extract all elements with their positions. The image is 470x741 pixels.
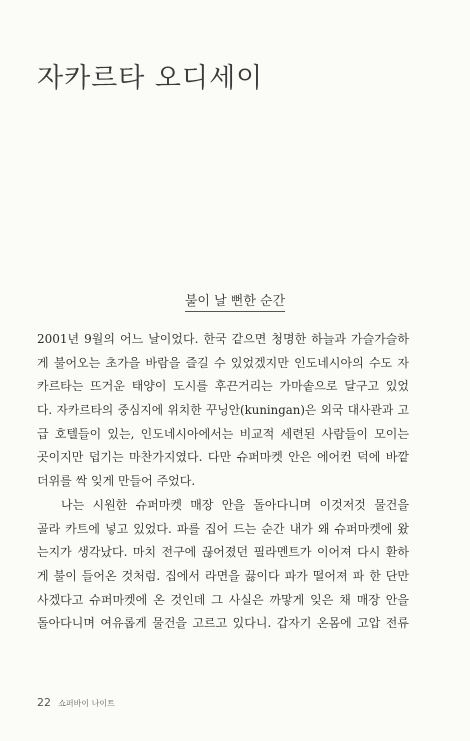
text-line: 골라 카트에 넣고 있었다. 파를 집어 드는 순간 내가 왜 슈퍼마켓에 왔 [37,521,409,536]
text-line: 급 호텔들이 있는, 인도네시아에서는 비교적 세련된 사람들이 모이는 [37,426,409,441]
section-title: 불이 날 뻔한 순간 [185,294,285,312]
body-text [37,328,409,636]
chapter-title: 자카르타 오디세이 [37,63,264,94]
text-line: 게 불어오는 초가을 바람을 즐길 수 있었겠지만 인도네시아의 수도 자 [37,355,409,370]
text-line: 카르타는 뜨거운 태양이 도시를 후끈거리는 가마솥으로 달구고 있었 [37,379,409,394]
page-number: 22 [37,696,51,709]
page-footer [37,696,115,709]
text-line: 곳이지만 덥기는 마찬가지였다. 다만 슈퍼마켓 안은 에어컨 덕에 바깥 [37,450,409,465]
text-line: 는지가 생각났다. 마치 전구에 끊어졌던 필라멘트가 이어져 다시 환하 [37,545,409,560]
text-line: 더위를 싹 잊게 만들어 주었다. [37,474,196,489]
text-line: 다. 자카르타의 중심지에 위치한 꾸닝안(kuningan)은 외국 대사관과 고 [37,403,409,418]
text-line: 돌아다니며 여유롭게 물건을 고르고 있다니. 갑자기 온몸에 고압 전류 [37,616,409,631]
text-line: 게 불이 들어온 것처럼. 집에서 라면을 끓이다 파가 떨어져 파 한 단만 [37,568,409,583]
section-title-wrap [0,290,470,309]
text-line: 사겠다고 슈퍼마켓에 온 것인데 그 사실은 까맣게 잊은 채 매장 안을 [37,592,409,607]
running-title: 쇼퍼바이 나이트 [58,699,115,708]
text-line: 2001년 9월의 어느 날이었다. 한국 같으면 청명한 하늘과 가슬가슬하 [37,332,409,346]
text-line: 나는 시원한 슈퍼마켓 매장 안을 돌아다니며 이것저것 물건을 [61,497,409,512]
